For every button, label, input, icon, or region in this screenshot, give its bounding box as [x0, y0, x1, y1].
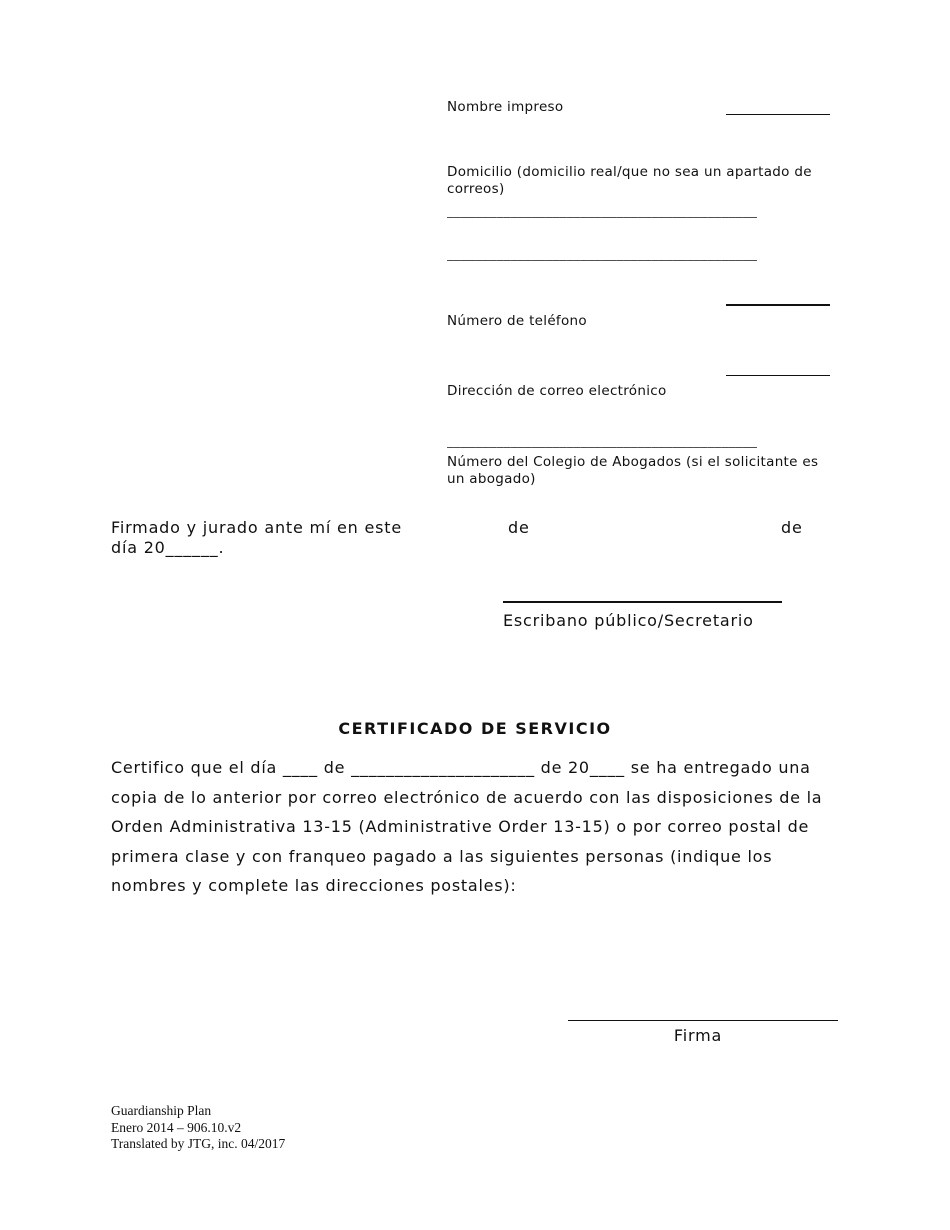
signature-label: Firma: [673, 1026, 723, 1045]
email-label: Dirección de correo electrónico: [447, 383, 667, 399]
footer-line-2: Enero 2014 – 906.10.v2: [111, 1119, 242, 1135]
de-label-2: de: [781, 518, 803, 537]
address-line-2[interactable]: ____________________________________________: [447, 246, 758, 262]
footer: [111, 1103, 285, 1153]
printed-name-label: Nombre impreso: [447, 99, 564, 115]
signature-line[interactable]: [568, 1020, 838, 1021]
bar-number-label: Número del Colegio de Abogados (si el solicitante es un abogado): [447, 454, 819, 487]
address-label: Domicilio (domicilio real/que no sea un apartado de correos): [447, 164, 812, 197]
notary-signature-label: Escribano público/Secretario: [503, 611, 754, 630]
de-label-1: de: [508, 518, 530, 537]
certificate-title: CERTIFICADO DE SERVICIO: [338, 719, 612, 738]
printed-name-line[interactable]: [726, 114, 830, 115]
phone-line[interactable]: [726, 304, 830, 306]
phone-label: Número de teléfono: [447, 313, 587, 329]
footer-line-1: Guardianship Plan: [111, 1103, 212, 1118]
email-line[interactable]: [726, 375, 830, 376]
notary-signature-line[interactable]: [503, 601, 782, 603]
address-line-1[interactable]: ____________________________________________: [447, 203, 758, 219]
bar-number-line[interactable]: ____________________________________________: [447, 433, 758, 449]
certificate-body: Certifico que el día ____ de _____________________ de 20____ se ha entregado una copia de lo anterior por correo electrónico de acuerdo con las disposiciones de la Orden Administrativa 13-15 (Administrative Order 13-15) o por correo postal de primera clase y con franqueo pagado a las siguientes personas (indique los nombres y complete las direcciones postales):: [111, 758, 823, 895]
footer-line-3: Translated by JTG, inc. 04/2017: [111, 1136, 286, 1151]
sworn-statement: Firmado y jurado ante mí en este día 20______.: [111, 518, 402, 557]
